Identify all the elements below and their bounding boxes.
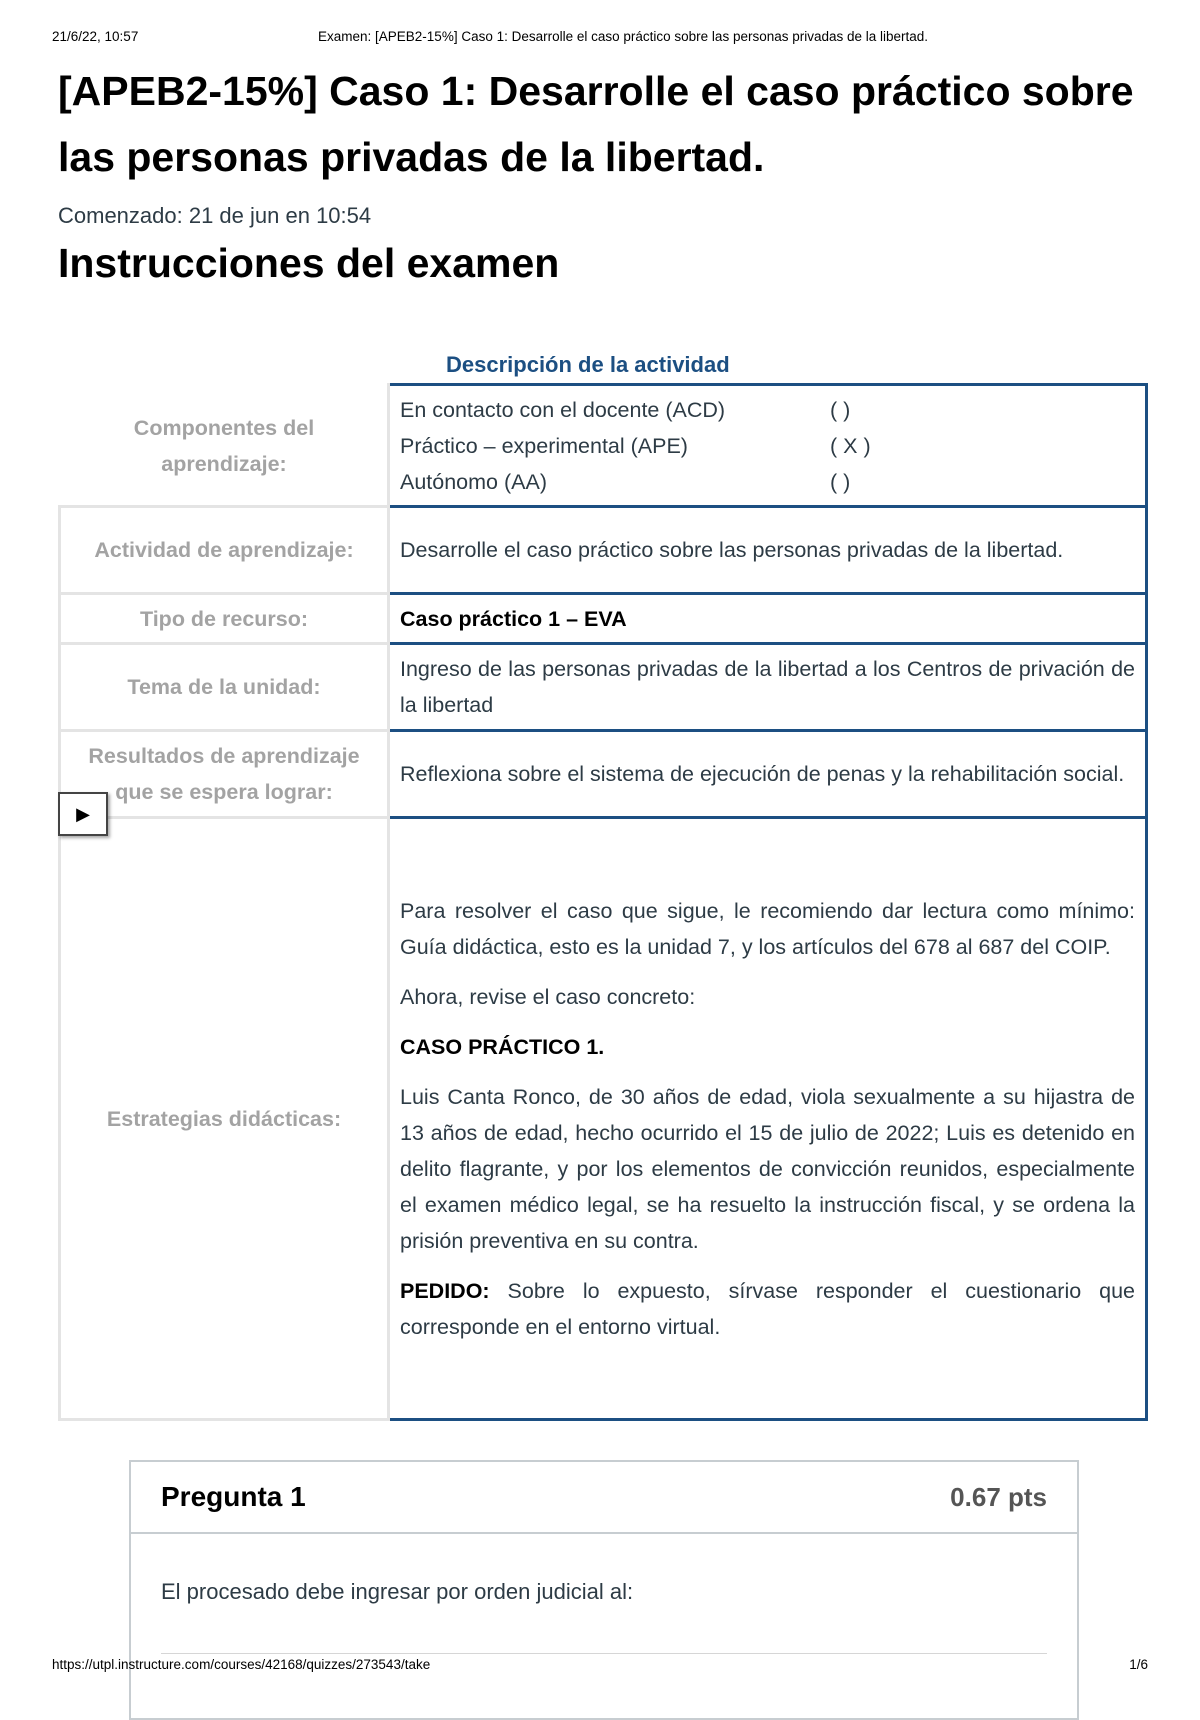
results-label: Resultados de aprendizaje que se espera lograr:: [60, 731, 389, 818]
resource-row: [60, 594, 1147, 644]
question-points: 0.67 pts: [950, 1481, 1047, 1512]
strategies-label: Estrategias didácticas:: [60, 818, 389, 1420]
activity-table-caption: Descripción de la actividad: [446, 352, 730, 377]
print-url: https://utpl.instructure.com/courses/42168/quizzes/273543/take: [52, 1657, 431, 1672]
case-heading-text: CASO PRÁCTICO 1.: [400, 1034, 605, 1059]
activity-label: Actividad de aprendizaje:: [60, 507, 389, 594]
question-card: [129, 1460, 1079, 1720]
case-text: Luis Canta Ronco, de 30 años de edad, viola sexualmente a su hijastra de 13 años de edad, hecho ocurrido el 15 de julio de 2022; Luis es detenido en delito flagrante, y por los elementos de convicción reunidos, especialmente el examen médico legal, se ha resuelto la instrucción fiscal, y se ordena la prisión preventiva en su contra.: [400, 1084, 1135, 1253]
resource-value-text: Caso práctico 1 – EVA: [400, 606, 627, 631]
unit-topic-label: Tema de la unidad:: [60, 644, 389, 731]
resource-label: Tipo de recurso:: [60, 594, 389, 644]
case-heading: [400, 1029, 1135, 1065]
print-footer: [52, 1657, 1148, 1672]
component-name: Autónomo (AA): [400, 469, 547, 494]
activity-row: [60, 507, 1147, 594]
question-header: [131, 1462, 1077, 1534]
strategies-review: Ahora, revise el caso concreto:: [400, 984, 696, 1009]
play-icon: ▶: [76, 803, 90, 824]
activity-value: Desarrolle el caso práctico sobre las personas privadas de la libertad.: [389, 507, 1147, 594]
request-text: Sobre lo expuesto, sírvase responder el cuestionario que corresponde en el entorno virtual.: [400, 1278, 1135, 1339]
strategies-row: [60, 818, 1147, 1420]
instructions-heading: Instrucciones del examen: [58, 240, 560, 286]
results-row: [60, 731, 1147, 818]
strategies-value: [389, 818, 1147, 1420]
component-name: Práctico – experimental (APE): [400, 433, 688, 458]
components-value: [389, 385, 1147, 507]
resource-value: [389, 594, 1147, 644]
activity-description-table: [58, 383, 1148, 1421]
component-mark: ( ): [830, 397, 851, 422]
request-label: PEDIDO:: [400, 1278, 490, 1303]
print-page-title: Examen: [APEB2-15%] Caso 1: Desarrolle el caso práctico sobre las personas privadas de la libertad.: [318, 29, 929, 44]
results-value: Reflexiona sobre el sistema de ejecución de penas y la rehabilitación social.: [389, 731, 1147, 818]
component-mark: ( ): [830, 469, 851, 494]
component-mark: ( X ): [830, 433, 871, 458]
components-row: [60, 385, 1147, 507]
question-title: Pregunta 1: [161, 1481, 306, 1512]
component-item: [400, 392, 1135, 428]
quiz-started-time: Comenzado: 21 de jun en 10:54: [58, 203, 372, 228]
strategies-intro: Para resolver el caso que sigue, le recomiendo dar lectura como mínimo: Guía didáctica, esto es la unidad 7, y los artículos del 678 al 687 del COIP.: [400, 898, 1135, 959]
media-play-button[interactable]: [58, 792, 108, 836]
component-item: [400, 464, 1135, 500]
unit-topic-row: [60, 644, 1147, 731]
question-text: El procesado debe ingresar por orden judicial al:: [161, 1579, 634, 1604]
component-item: [400, 428, 1135, 464]
case-request: [400, 1273, 1135, 1345]
print-page-number: 1/6: [1129, 1657, 1148, 1672]
component-name: En contacto con el docente (ACD): [400, 397, 726, 422]
print-datetime: 21/6/22, 10:57: [52, 29, 139, 44]
components-label: Componentes del aprendizaje:: [60, 385, 389, 507]
quiz-title: [APEB2-15%] Caso 1: Desarrolle el caso práctico sobre las personas privadas de la libertad.: [58, 68, 1134, 180]
answer-divider: [161, 1653, 1047, 1654]
unit-topic-value: Ingreso de las personas privadas de la libertad a los Centros de privación de la libertad: [389, 644, 1147, 731]
